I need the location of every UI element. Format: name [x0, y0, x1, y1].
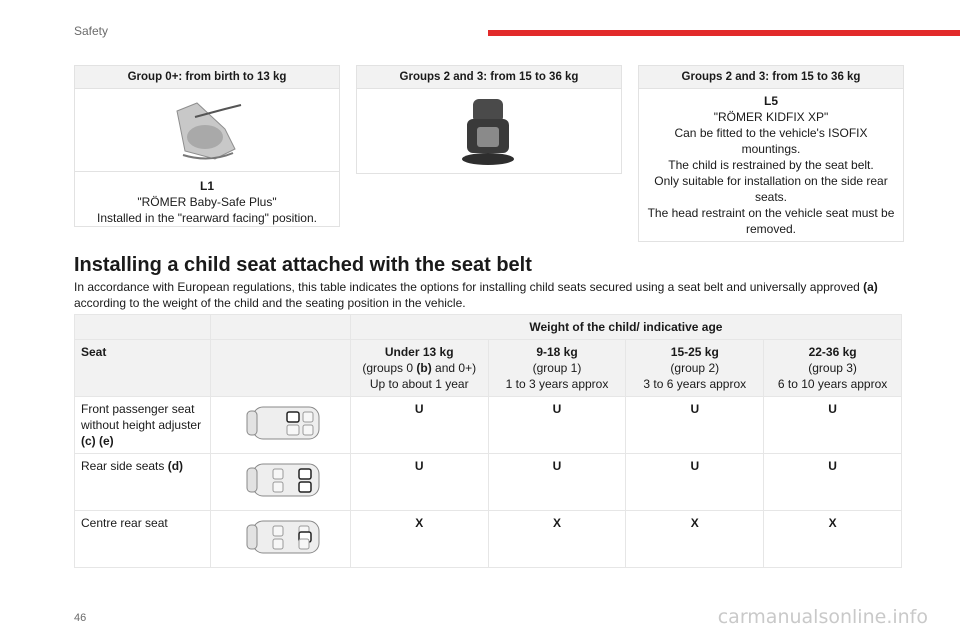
column-header: Under 13 kg (groups 0 (b) and 0+) Up to about 1 year: [350, 340, 488, 397]
approval-cell: U: [764, 397, 902, 454]
section-color-bar: [488, 30, 960, 36]
seat-code: L1: [199, 179, 214, 193]
child-seat-card-l1: [74, 65, 340, 227]
card-title: Groups 2 and 3: from 15 to 36 kg: [639, 66, 903, 89]
approval-cell: X: [764, 511, 902, 568]
section-label: Safety: [74, 24, 109, 38]
car-diagram-icon: [210, 397, 350, 454]
seat-column-header: Seat: [75, 340, 211, 397]
column-header: 22-36 kg (group 3) 6 to 10 years approx: [764, 340, 902, 397]
installation-table: [74, 314, 902, 568]
column-header: 15-25 kg (group 2) 3 to 6 years approx: [626, 340, 764, 397]
approval-cell: X: [488, 511, 626, 568]
watermark-text: carmanualsonline.info: [717, 606, 928, 628]
seat-description-line: The child is restrained by the seat belt.: [668, 158, 874, 172]
seat-description-line: The head restraint on the vehicle seat must be removed.: [647, 206, 895, 236]
section-heading: Installing a child seat attached with the seat belt: [74, 254, 532, 276]
seat-description-line: Only suitable for installation on the side rear seats.: [654, 174, 888, 204]
weight-group-header: Weight of the child/ indicative age: [350, 315, 901, 340]
seat-description-line: "RÖMER Baby-Safe Plus": [137, 195, 277, 209]
seat-description-line: "RÖMER KIDFIX XP": [713, 110, 829, 124]
seat-description-line: Can be fitted to the vehicle's ISOFIX mountings.: [674, 126, 868, 156]
booster-seat-image: [357, 89, 621, 173]
approval-cell: U: [764, 454, 902, 511]
seat-description-line: Installed in the "rearward facing" position.: [97, 211, 317, 225]
card-title: Group 0+: from birth to 13 kg: [75, 66, 339, 89]
table-row: [75, 511, 902, 568]
approval-cell: X: [350, 511, 488, 568]
approval-cell: U: [488, 454, 626, 511]
approval-cell: U: [626, 454, 764, 511]
table-row: [75, 454, 902, 511]
child-seat-card-l5: [638, 65, 904, 242]
baby-seat-image: [75, 89, 339, 172]
seat-position-cell: Centre rear seat: [75, 511, 211, 568]
intro-paragraph: In accordance with European regulations, this table indicates the options for installing child seats secured using a seat belt and universally approved (a) according to the weight of the child and the seating position in the vehicle.: [74, 280, 878, 310]
table-group-header-row: [75, 315, 902, 340]
seat-position-cell: Rear side seats (d): [75, 454, 211, 511]
car-diagram-icon: [210, 511, 350, 568]
approval-cell: U: [350, 454, 488, 511]
approval-cell: U: [488, 397, 626, 454]
approval-cell: U: [350, 397, 488, 454]
column-header: 9-18 kg (group 1) 1 to 3 years approx: [488, 340, 626, 397]
approval-cell: X: [626, 511, 764, 568]
table-row: [75, 397, 902, 454]
table-column-header-row: [75, 340, 902, 397]
child-seat-card-image: [356, 65, 622, 174]
card-title: Groups 2 and 3: from 15 to 36 kg: [357, 66, 621, 89]
seat-position-cell: Front passenger seat without height adjuster (c) (e): [75, 397, 211, 454]
car-diagram-icon: [210, 454, 350, 511]
seat-code: L5: [763, 94, 778, 108]
page-number: 46: [74, 612, 87, 624]
approval-cell: U: [626, 397, 764, 454]
